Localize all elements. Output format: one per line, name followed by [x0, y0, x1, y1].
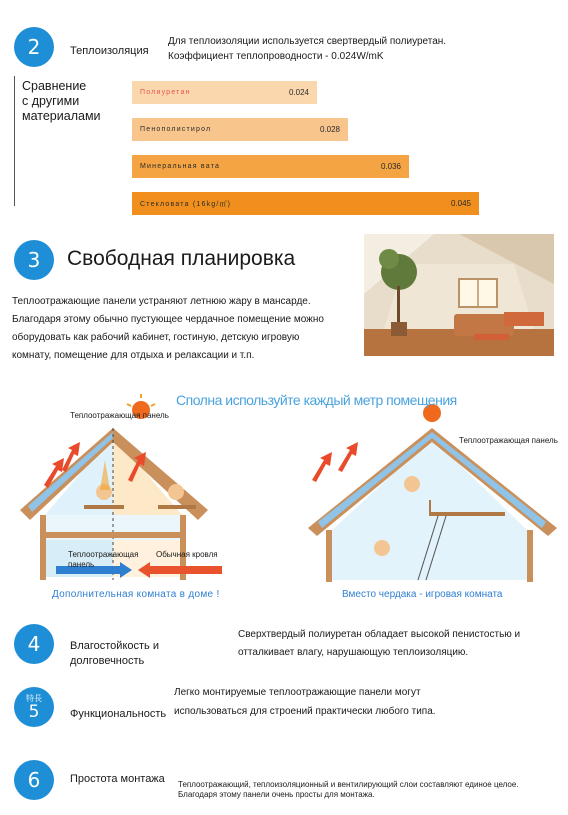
- diagram-left-panel-label: Теплоотражающая панель: [70, 411, 169, 420]
- section-4-text-line-2: отталкивает влагу, нарушающую теплоизоляцию.: [238, 647, 469, 658]
- section-3-line: Теплоотражающие панели устраняют летнюю жару в мансарде.: [12, 296, 311, 307]
- bar-value-label: 0.024: [288, 88, 309, 97]
- bar-label: Пенополистирол: [140, 126, 212, 133]
- section-6-text-line-1: Теплоотражающий, теплоизоляционный и вентилирующий слои составляют единое целое.: [178, 780, 519, 789]
- section-4-number: 4: [14, 624, 54, 664]
- attic-room-photo: [364, 234, 554, 356]
- bar-value-label: 0.036: [380, 162, 401, 171]
- section-5-number: [14, 687, 54, 727]
- section-2-title: Теплоизоляция: [70, 45, 149, 57]
- bar-1: [132, 118, 348, 141]
- compare-heading-line-2: с другими: [22, 94, 80, 108]
- section-2-text-1: Для теплоизоляции используется свертвердый полиуретан.: [168, 36, 447, 47]
- section-6-text-line-2: Благодаря этому панели очень просты для монтажа.: [178, 790, 375, 799]
- section-4-title: [70, 639, 159, 669]
- section-4-text: [238, 626, 520, 662]
- compare-divider: [14, 76, 15, 206]
- compare-heading-line-3: материалами: [22, 109, 101, 123]
- diagram-bottom-label-3: Обычная кровля: [156, 550, 218, 559]
- section-5-text: [174, 683, 436, 721]
- section-3-line: оборудовать как рабочий кабинет, гостиную, детскую игровую: [12, 332, 300, 343]
- bar-0: [132, 81, 317, 104]
- section-5-badge: 特長: [26, 693, 42, 703]
- section-2-text-2: Коэффициент теплопроводности - 0.024W/mK: [168, 51, 384, 62]
- section-5-text-line-2: использоваться для строений практически любого типа.: [174, 706, 436, 717]
- section-6-number: 6: [14, 760, 54, 800]
- bar-label: Полиуретан: [140, 89, 191, 96]
- diagram-headline: Сполна используйте каждый метр помещения: [176, 392, 457, 408]
- bar-value-label: 0.028: [319, 125, 340, 134]
- diagram-caption-left: Дополнительная комната в доме !: [52, 589, 220, 600]
- compare-heading-line-1: Сравнение: [22, 79, 87, 93]
- bar-label: Минеральная вата: [140, 163, 221, 170]
- section-2-number: 2: [14, 27, 54, 67]
- section-4-title-line-2: долговечность: [70, 655, 145, 667]
- section-5-digit: 5: [28, 701, 40, 722]
- section-3-title: Свободная планировка: [67, 247, 296, 270]
- bar-2: [132, 155, 409, 178]
- section-6-text: [178, 780, 519, 800]
- section-3-number: 3: [14, 240, 54, 280]
- bar-value-label: 0.045: [450, 199, 471, 208]
- compare-heading: [22, 79, 101, 124]
- section-4-text-line-1: Сверхтвердый полиуретан обладает высокой пенистостью и: [238, 629, 521, 640]
- bar-3: [132, 192, 479, 215]
- section-5-title: Функциональность: [70, 708, 167, 720]
- bar-label: Стекловата (16kg/㎥): [140, 200, 232, 208]
- section-4-title-line-1: Влагостойкость и: [70, 640, 159, 652]
- section-6-title: Простота монтажа: [70, 773, 165, 785]
- diagram-caption-right: Вместо чердака - игровая комната: [342, 589, 503, 600]
- diagram-bottom-label-2: панель: [68, 560, 95, 569]
- section-5-text-line-1: Легко монтируемые теплоотражающие панели могут: [174, 687, 421, 698]
- section-3-line: комнату, помещение для отдыха и релаксации и т.п.: [12, 350, 255, 361]
- section-3-body: [12, 293, 324, 365]
- diagram-right-panel-label: Теплоотражающая панель: [459, 436, 558, 445]
- section-3-line: Благодаря этому обычно пустующее чердачное помещение можно: [12, 314, 324, 325]
- diagram-bottom-label-1: Теплоотражающая: [68, 550, 139, 559]
